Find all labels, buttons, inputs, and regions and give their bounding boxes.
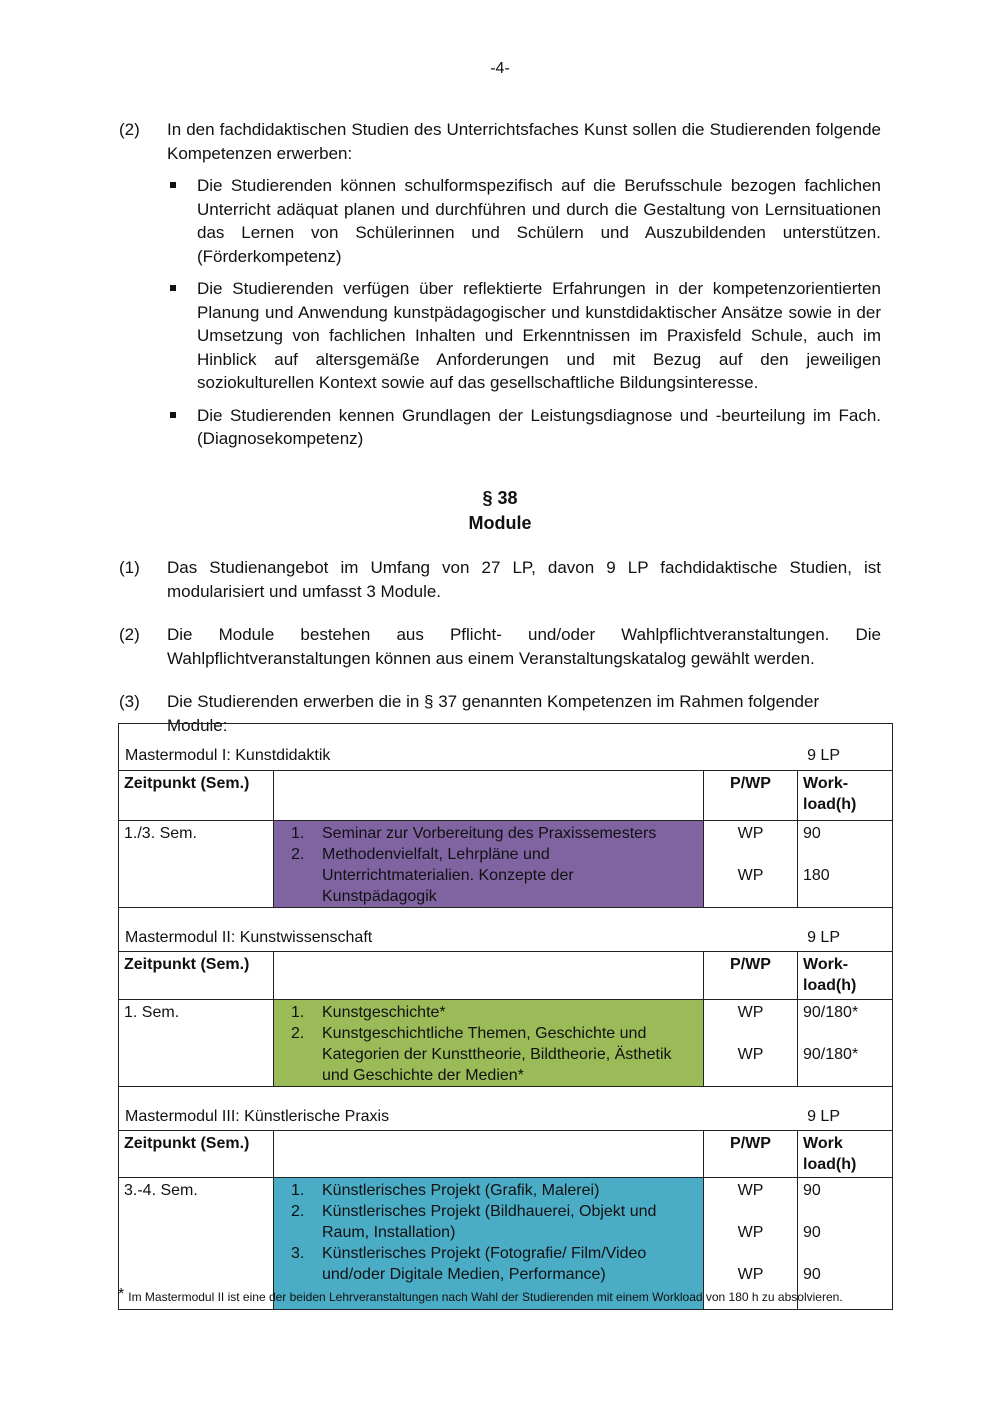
course-number: 1.: [291, 1004, 305, 1021]
header-time: Zeitpunkt (Sem.): [124, 775, 250, 792]
footnote-mark: *: [118, 1286, 125, 1303]
header-pwp: P/WP: [703, 771, 797, 820]
course-text: Kunstgeschichte*: [322, 1004, 446, 1021]
pwp-value: WP: [737, 1004, 764, 1021]
workload-value: [803, 1023, 892, 1044]
pwp-value: [704, 844, 797, 865]
pwp-value: WP: [737, 825, 764, 842]
courses-cell: [273, 821, 703, 907]
course-item: [274, 1201, 703, 1243]
pwp-value: [704, 1243, 797, 1264]
bullet-icon: [170, 182, 176, 188]
course-number: 1.: [291, 1182, 305, 1199]
footnote-text: Im Mastermodul II ist eine der beiden Lehrveranstaltungen nach Wahl der Studierenden mit einem Workload von 180 h zu absolvieren.: [128, 1290, 843, 1304]
header-courses: [273, 1131, 703, 1177]
module-header-row: [119, 1130, 892, 1177]
module-title: Mastermodul I: Kunstdidaktik: [125, 747, 331, 764]
header-workload: Work-load(h): [797, 771, 892, 820]
pwp-value: WP: [737, 1182, 764, 1199]
course-item: [274, 1180, 703, 1201]
header-courses: [273, 952, 703, 999]
module-content-row: [119, 999, 892, 1086]
course-item: [274, 1002, 703, 1023]
paragraph-2: [119, 623, 881, 670]
course-number: 3.: [291, 1245, 305, 1262]
module-credits: 9 LP: [807, 1108, 840, 1125]
workload-value: 90/180*: [803, 1004, 859, 1021]
workload-cell: [797, 821, 892, 907]
pwp-value: WP: [737, 867, 764, 884]
paragraph-number: (1): [119, 558, 140, 577]
semester-cell: 1./3. Sem.: [124, 825, 197, 842]
semester-cell: 1. Sem.: [124, 1004, 180, 1021]
module-title-row: [119, 724, 892, 770]
pwp-value: WP: [737, 1046, 764, 1063]
section-title: Module: [468, 513, 532, 533]
workload-cell: [797, 1000, 892, 1086]
list-item-text: Die Studierenden kennen Grundlagen der Leistungsdiagnose und -beurteilung im Fach. (Diagnosekompetenz): [197, 405, 881, 448]
course-item: [274, 1243, 703, 1285]
module-content-row: [119, 820, 892, 907]
paragraph-text: Die Studierenden erwerben die in § 37 genannten Kompetenzen im Rahmen folgender Module:: [167, 692, 820, 735]
workload-value: 90/180*: [803, 1046, 859, 1063]
paragraph-number: (3): [119, 692, 140, 711]
paragraph-text: Die Module bestehen aus Pflicht- und/oder Wahlpflichtveranstaltungen. Die Wahlpflichtveranstaltungen können aus einem Veranstaltungskatalog gewählt werden.: [167, 625, 881, 668]
header-time: Zeitpunkt (Sem.): [124, 956, 250, 973]
module-title: Mastermodul II: Kunstwissenschaft: [125, 929, 373, 946]
course-number: 1.: [291, 825, 305, 842]
workload-value: [803, 1201, 892, 1222]
competences-paragraph: [119, 118, 881, 451]
workload-value: [803, 1243, 892, 1264]
course-item: [274, 1023, 703, 1086]
semester-cell: 3.-4. Sem.: [124, 1182, 198, 1199]
competences-intro: In den fachdidaktischen Studien des Unterrichtsfaches Kunst sollen die Studierenden folgende Kompetenzen erwerben:: [167, 120, 881, 163]
bullet-icon: [170, 285, 176, 291]
module-header-row: [119, 951, 892, 999]
page-number: -4-: [490, 60, 510, 77]
workload-value: 180: [803, 867, 830, 884]
header-pwp: P/WP: [703, 1131, 797, 1177]
course-text: Künstlerisches Projekt (Grafik, Malerei): [322, 1182, 600, 1199]
course-number: 2.: [291, 846, 305, 863]
pwp-value: [704, 1201, 797, 1222]
course-text: Kunstgeschichtliche Themen, Geschichte und Kategorien der Kunsttheorie, Bildtheorie, Ästhetik und Geschichte der Medien*: [322, 1025, 672, 1084]
module-title: Mastermodul III: Künstlerische Praxis: [125, 1108, 390, 1125]
workload-value: 90: [803, 825, 821, 842]
paragraph-number: (2): [119, 625, 140, 644]
module-credits: 9 LP: [807, 929, 840, 946]
course-text: Methodenvielfalt, Lehrpläne und Unterrichtmaterialien. Konzepte der Kunstpädagogik: [322, 846, 574, 905]
workload-value: 90: [803, 1266, 821, 1283]
module-header-row: [119, 770, 892, 820]
module-title-row: [119, 907, 892, 951]
workload-value: 90: [803, 1182, 821, 1199]
module-title-row: [119, 1086, 892, 1130]
footnote: [118, 1288, 843, 1306]
module-credits: 9 LP: [807, 747, 840, 764]
courses-cell: [273, 1000, 703, 1086]
pwp-cell: [703, 821, 797, 907]
list-item: [167, 404, 881, 451]
workload-value: 90: [803, 1224, 821, 1241]
course-number: 2.: [291, 1203, 305, 1220]
list-item: [167, 277, 881, 395]
header-pwp: P/WP: [703, 952, 797, 999]
course-number: 2.: [291, 1025, 305, 1042]
pwp-cell: [703, 1000, 797, 1086]
course-item: [274, 844, 703, 907]
pwp-value: WP: [737, 1224, 764, 1241]
header-workload: Work-load(h): [797, 952, 892, 999]
workload-value: [803, 844, 892, 865]
course-text: Künstlerisches Projekt (Fotografie/ Film/Video und/oder Digitale Medien, Performance): [322, 1245, 647, 1283]
header-workload: Work load(h): [797, 1131, 892, 1177]
list-item-text: Die Studierenden verfügen über reflektierte Erfahrungen in der kompetenzorientierten Planung und Anwendung kunstpädagogischer und kunstdidaktischer Ansätze sowie in der Umsetzung von fachlichen Inhalten und Erkenntnissen im Praxisfeld Schule, auch im Hinblick auf altersgemäße Anforderungen und mit Bezug auf den jeweiligen soziokulturellen Kontext sowie auf das gesellschaftliche Bildungsinteresse.: [197, 279, 881, 392]
bullet-icon: [170, 412, 176, 418]
header-courses: [273, 771, 703, 820]
course-text: Seminar zur Vorbereitung des Praxissemesters: [322, 825, 657, 842]
section-number: § 38: [482, 488, 518, 508]
header-time: Zeitpunkt (Sem.): [124, 1135, 250, 1152]
course-item: [274, 823, 703, 844]
paragraph-1: [119, 556, 881, 603]
pwp-value: [704, 1023, 797, 1044]
list-item-text: Die Studierenden können schulformspezifisch auf die Berufsschule bezogen fachlichen Unterricht adäquat planen und durchführen und durch die Gestaltung von Lernsituationen das Lernen von Schülerinnen und Schülern und Auszubildenden unterstützen. (Förderkompetenz): [197, 176, 881, 266]
paragraph-number: (2): [119, 120, 140, 139]
modules-table: [118, 723, 893, 1310]
paragraph-text: Das Studienangebot im Umfang von 27 LP, davon 9 LP fachdidaktische Studien, ist modularisiert und umfasst 3 Module.: [167, 558, 881, 601]
competences-list: [167, 174, 881, 451]
list-item: [167, 174, 881, 268]
course-text: Künstlerisches Projekt (Bildhauerei, Objekt und Raum, Installation): [322, 1203, 657, 1241]
pwp-value: WP: [737, 1266, 764, 1283]
